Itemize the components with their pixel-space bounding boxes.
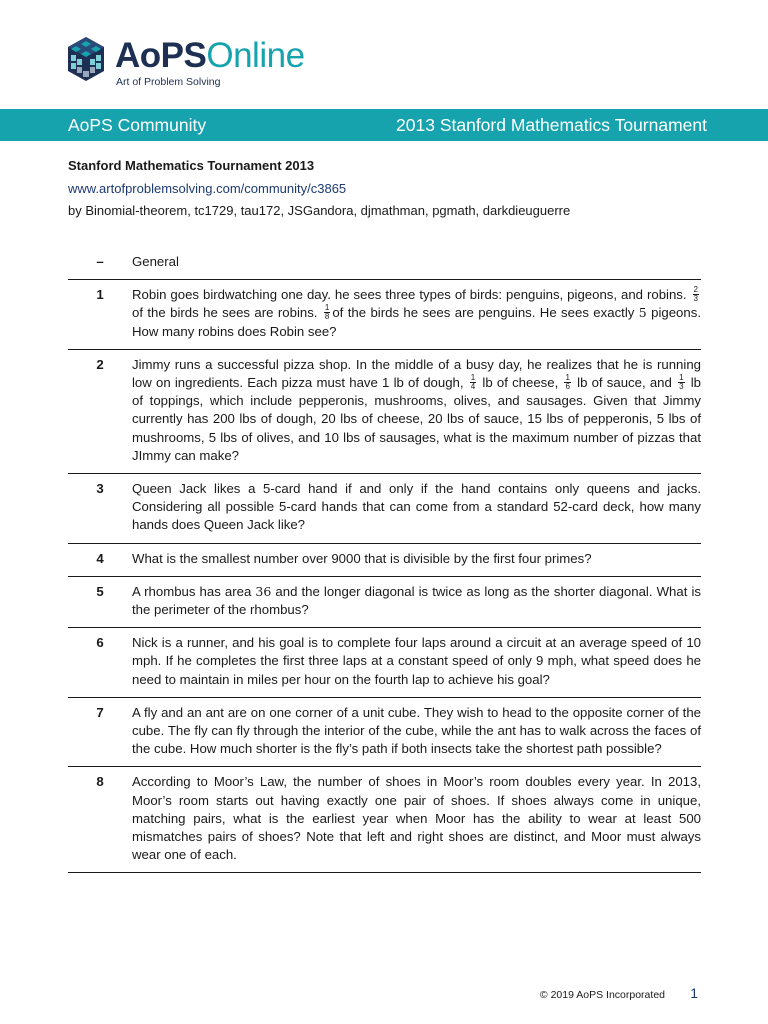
problem-text: A rhombus has area 36 and the longer diagonal is twice as long as the shorter diagonal. What is the perimeter of the rhombus?: [132, 583, 701, 618]
section-label: General: [132, 254, 179, 269]
problem-text: A fly and an ant are on one corner of a unit cube. They wish to head to the opposite corner of the cube. The fly can fly through the interior of the cube, while the ant has to walk across the faces of the cube. How much shorter is the fly’s path if both insects take the shortest path possible?: [132, 704, 701, 757]
problem-row: [68, 474, 701, 544]
page-number: 1: [690, 985, 698, 1001]
problem-row: [68, 280, 701, 350]
section-dash: –: [96, 254, 104, 269]
problem-row: [68, 350, 701, 474]
authors-line: by Binomial-theorem, tc1729, tau172, JSGandora, djmathman, pgmath, darkdieuguerre: [68, 203, 571, 218]
document-title: Stanford Mathematics Tournament 2013: [68, 158, 315, 173]
logo-wordmark: [115, 36, 305, 76]
problem-row: [68, 628, 701, 698]
problem-text: What is the smallest number over 9000 that is divisible by the first four primes?: [132, 550, 592, 566]
problem-list: [68, 247, 701, 873]
problem-number: 3: [96, 481, 104, 497]
problem-number: 8: [96, 774, 104, 790]
problem-number: 7: [96, 704, 104, 720]
problem-row: [68, 544, 701, 577]
problem-number: 4: [96, 550, 104, 566]
problem-number: 1: [96, 287, 104, 303]
fraction: $\frac{1}{8}$: [324, 303, 330, 322]
problem-row: [68, 577, 701, 628]
problem-number: 6: [96, 635, 104, 651]
aops-logo: [66, 36, 305, 88]
logo-tagline: Art of Problem Solving: [116, 76, 221, 88]
document-meta: [68, 155, 570, 223]
banner-contest-title: 2013 Stanford Mathematics Tournament: [396, 115, 707, 135]
problem-text: Jimmy runs a successful pizza shop. In the middle of a busy day, he realizes that he is running low on ingredients. Each pizza must have 1 lb of dough, $\frac{1}{4}$ lb of cheese, $\frac{1}{6}$ lb of sauce, and $\frac{1}{3}$ lb of toppings, which include pepperonis, mushrooms, olives, and sausages. Given that Jimmy currently has 200 lbs of dough, 20 lbs of cheese, 20 lbs of sauce, 15 lbs of pepperonis, 5 lbs of mushrooms, 5 lbs of olives, and 10 lbs of sausages, what is the maximum number of pizzas that JImmy can make?: [132, 356, 701, 463]
fraction: $\frac{1}{6}$: [565, 373, 570, 392]
banner-community: AoPS Community: [68, 115, 207, 135]
problem-text: Queen Jack likes a 5-card hand if and only if the hand contains only queens and jacks. Considering all possible 5-card hands that can come from a standard 52-card deck, how many hands does Queen Jack like?: [132, 481, 701, 533]
problem-number: 2: [96, 356, 104, 372]
fraction: $\frac{1}{3}$: [679, 373, 684, 392]
fraction: $\frac{2}{3}$: [693, 285, 698, 304]
logo-online: Online: [206, 36, 305, 75]
problem-text: Robin goes birdwatching one day. he sees three types of birds: penguins, pigeons, and robins. $\frac{2}{3}$ of the birds he sees are robins. $\frac{1}{8}$ of the birds he sees are penguins. He sees exactly 5 pigeons. How many robins does Robin see?: [132, 285, 701, 339]
problem-row: [68, 767, 701, 873]
copyright: © 2019 AoPS Incorporated: [539, 989, 665, 1001]
section-header: [68, 247, 701, 280]
header-banner: [0, 109, 768, 141]
problem-row: [68, 698, 701, 768]
problem-text: According to Moor’s Law, the number of shoes in Moor’s room doubles every year. In 2013, Moor’s room starts out having exactly one pair of shoes. If shoes always come in unique, matching pairs, what is the earliest year when Moor has the ability to wear at least 500 mismatches pairs of shoes? Note that left and right shoes are distinct, and Moor must always wear one of each.: [132, 774, 701, 863]
problem-text: Nick is a runner, and his goal is to complete four laps around a circuit at an average speed of 10 mph. If he completes the first three laps at a constant speed of only 9 mph, what speed does he need to maintain in miles per hour on the fourth lap to achieve his goal?: [132, 635, 701, 687]
logo-aops: AoPS: [115, 36, 207, 75]
problem-number: 5: [96, 583, 104, 599]
fraction: $\frac{1}{4}$: [470, 373, 476, 392]
aops-cube-icon: [66, 36, 106, 82]
community-link[interactable]: www.artofproblemsolving.com/community/c3865: [68, 180, 347, 196]
